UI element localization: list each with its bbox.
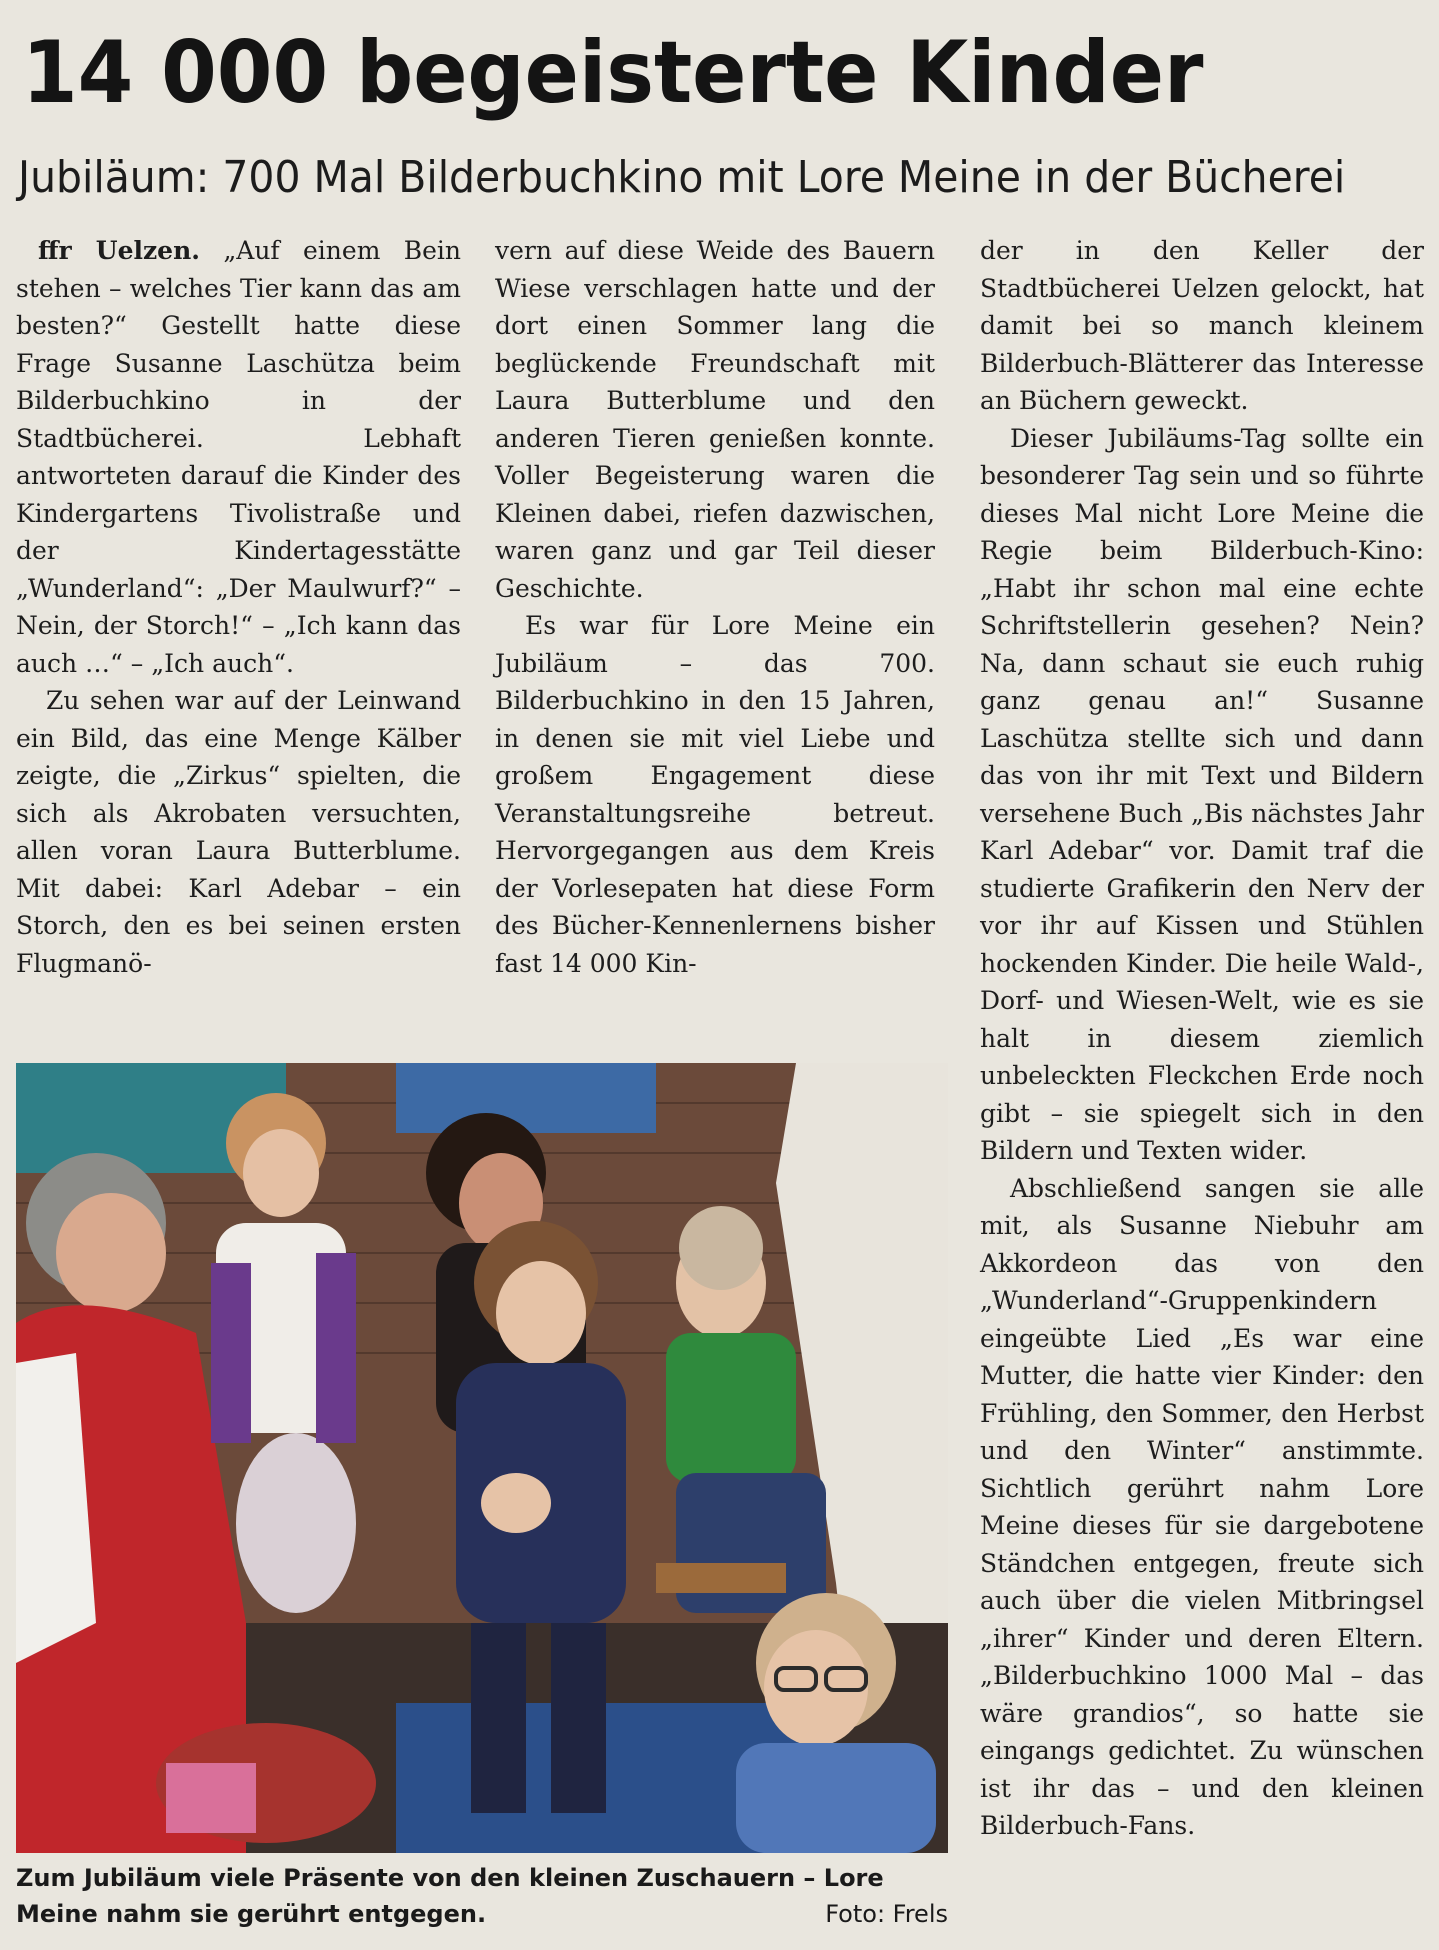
paragraph: Zu sehen war auf der Leinwand ein Bild, das eine Menge Kälber zeigte, die „Zirkus“ spielten, die sich als Akrobaten versuchten, allen voran Laura Butterblume. Mit dabei: Karl Adebar – ein Storch, den es bei seinen ersten Flugmanö- <box>16 686 461 978</box>
paragraph: Dieser Jubiläums-Tag sollte ein besonderer Tag sein und so führte dieses Mal nicht Lore Meine die Regie beim Bilderbuch-Kino: „Habt ihr schon mal eine echte Schriftstellerin gesehen? Nein? Na, dann schaut sie euch ruhig ganz genau an!“ Susanne Laschütza stellte sich und dann das von ihr mit Text und Bildern versehene Buch „Bis nächstes Jahr Karl Adebar“ vor. Damit traf die studierte Grafikerin den Nerv der vor ihr auf Kissen und Stühlen hockenden Kinder. Die heile Wald-, Dorf- und Wiesen-Welt, wie es sie halt in diesem ziemlich unbeleckten Fleckchen Erde noch gibt – sie spiegelt sich in den Bildern und Texten wider. <box>980 423 1424 1165</box>
paragraph <box>16 232 461 682</box>
article-photo <box>16 1063 948 1853</box>
dateline: ffr Uelzen. <box>38 236 200 265</box>
paragraph: der in den Keller der Stadtbücherei Uelzen gelockt, hat damit bei so manch kleinem Bilderbuch-Blätterer das Interesse an Büchern geweckt. <box>980 236 1424 415</box>
paragraph: Abschließend sangen sie alle mit, als Susanne Niebuhr am Akkordeon das von den „Wunderland“-Gruppenkindern eingeübte Lied „Es war eine Mutter, die hatte vier Kinder: den Frühling, den Sommer, den Herbst und den Winter“ anstimmte. Sichtlich gerührt nahm Lore Meine dieses für sie dargebotene Ständchen entgegen, freute sich auch über die vielen Mitbringsel „ihrer“ Kinder und deren Eltern. „Bilderbuchkino 1000 Mal – das wäre grandios“, so hatte sie eingangs gedichtet. Zu wünschen ist ihr das – und den kleinen Bilderbuch-Fans. <box>980 1173 1424 1840</box>
article-column-3 <box>980 232 1424 1845</box>
headline: 14 000 begeisterte Kinder <box>22 23 1204 123</box>
article-column-1 <box>16 232 461 982</box>
photo-credit: Foto: Frels <box>825 1900 948 1928</box>
subheadline: Jubiläum: 700 Mal Bilderbuchkino mit Lore Meine in der Bücherei <box>18 152 1346 203</box>
photo-caption <box>16 1860 948 1932</box>
article-column-2 <box>495 232 935 982</box>
paragraph: vern auf diese Weide des Bauern Wiese verschlagen hatte und der dort einen Sommer lang die beglückende Freundschaft mit Laura Butterblume und den anderen Tieren genießen konnte. Voller Begeisterung waren die Kleinen dabei, riefen dazwischen, waren ganz und gar Teil dieser Geschichte. <box>495 236 935 603</box>
paragraph: Es war für Lore Meine ein Jubiläum – das 700. Bilderbuchkino in den 15 Jahren, in denen sie mit viel Liebe und großem Engagement diese Veranstaltungsreihe betreut. Hervorgegangen aus dem Kreis der Vorlesepaten hat diese Form des Bücher-Kennenlernens bisher fast 14 000 Kin- <box>495 611 935 978</box>
caption-text: Zum Jubiläum viele Präsente von den kleinen Zuschauern – Lore Meine nahm sie gerührt entgegen. <box>16 1864 884 1928</box>
paragraph-text: „Auf einem Bein stehen – welches Tier kann das am besten?“ Gestellt hatte diese Frage Susanne Laschütza beim Bilderbuchkino in der Stadtbücherei. Lebhaft antworteten darauf die Kinder des Kindergartens Tivolistraße und der Kindertagesstätte „Wunderland“: „Der Maulwurf?“ – Nein, der Storch!“ – „Ich kann das auch …“ – „Ich auch“. <box>16 236 461 678</box>
